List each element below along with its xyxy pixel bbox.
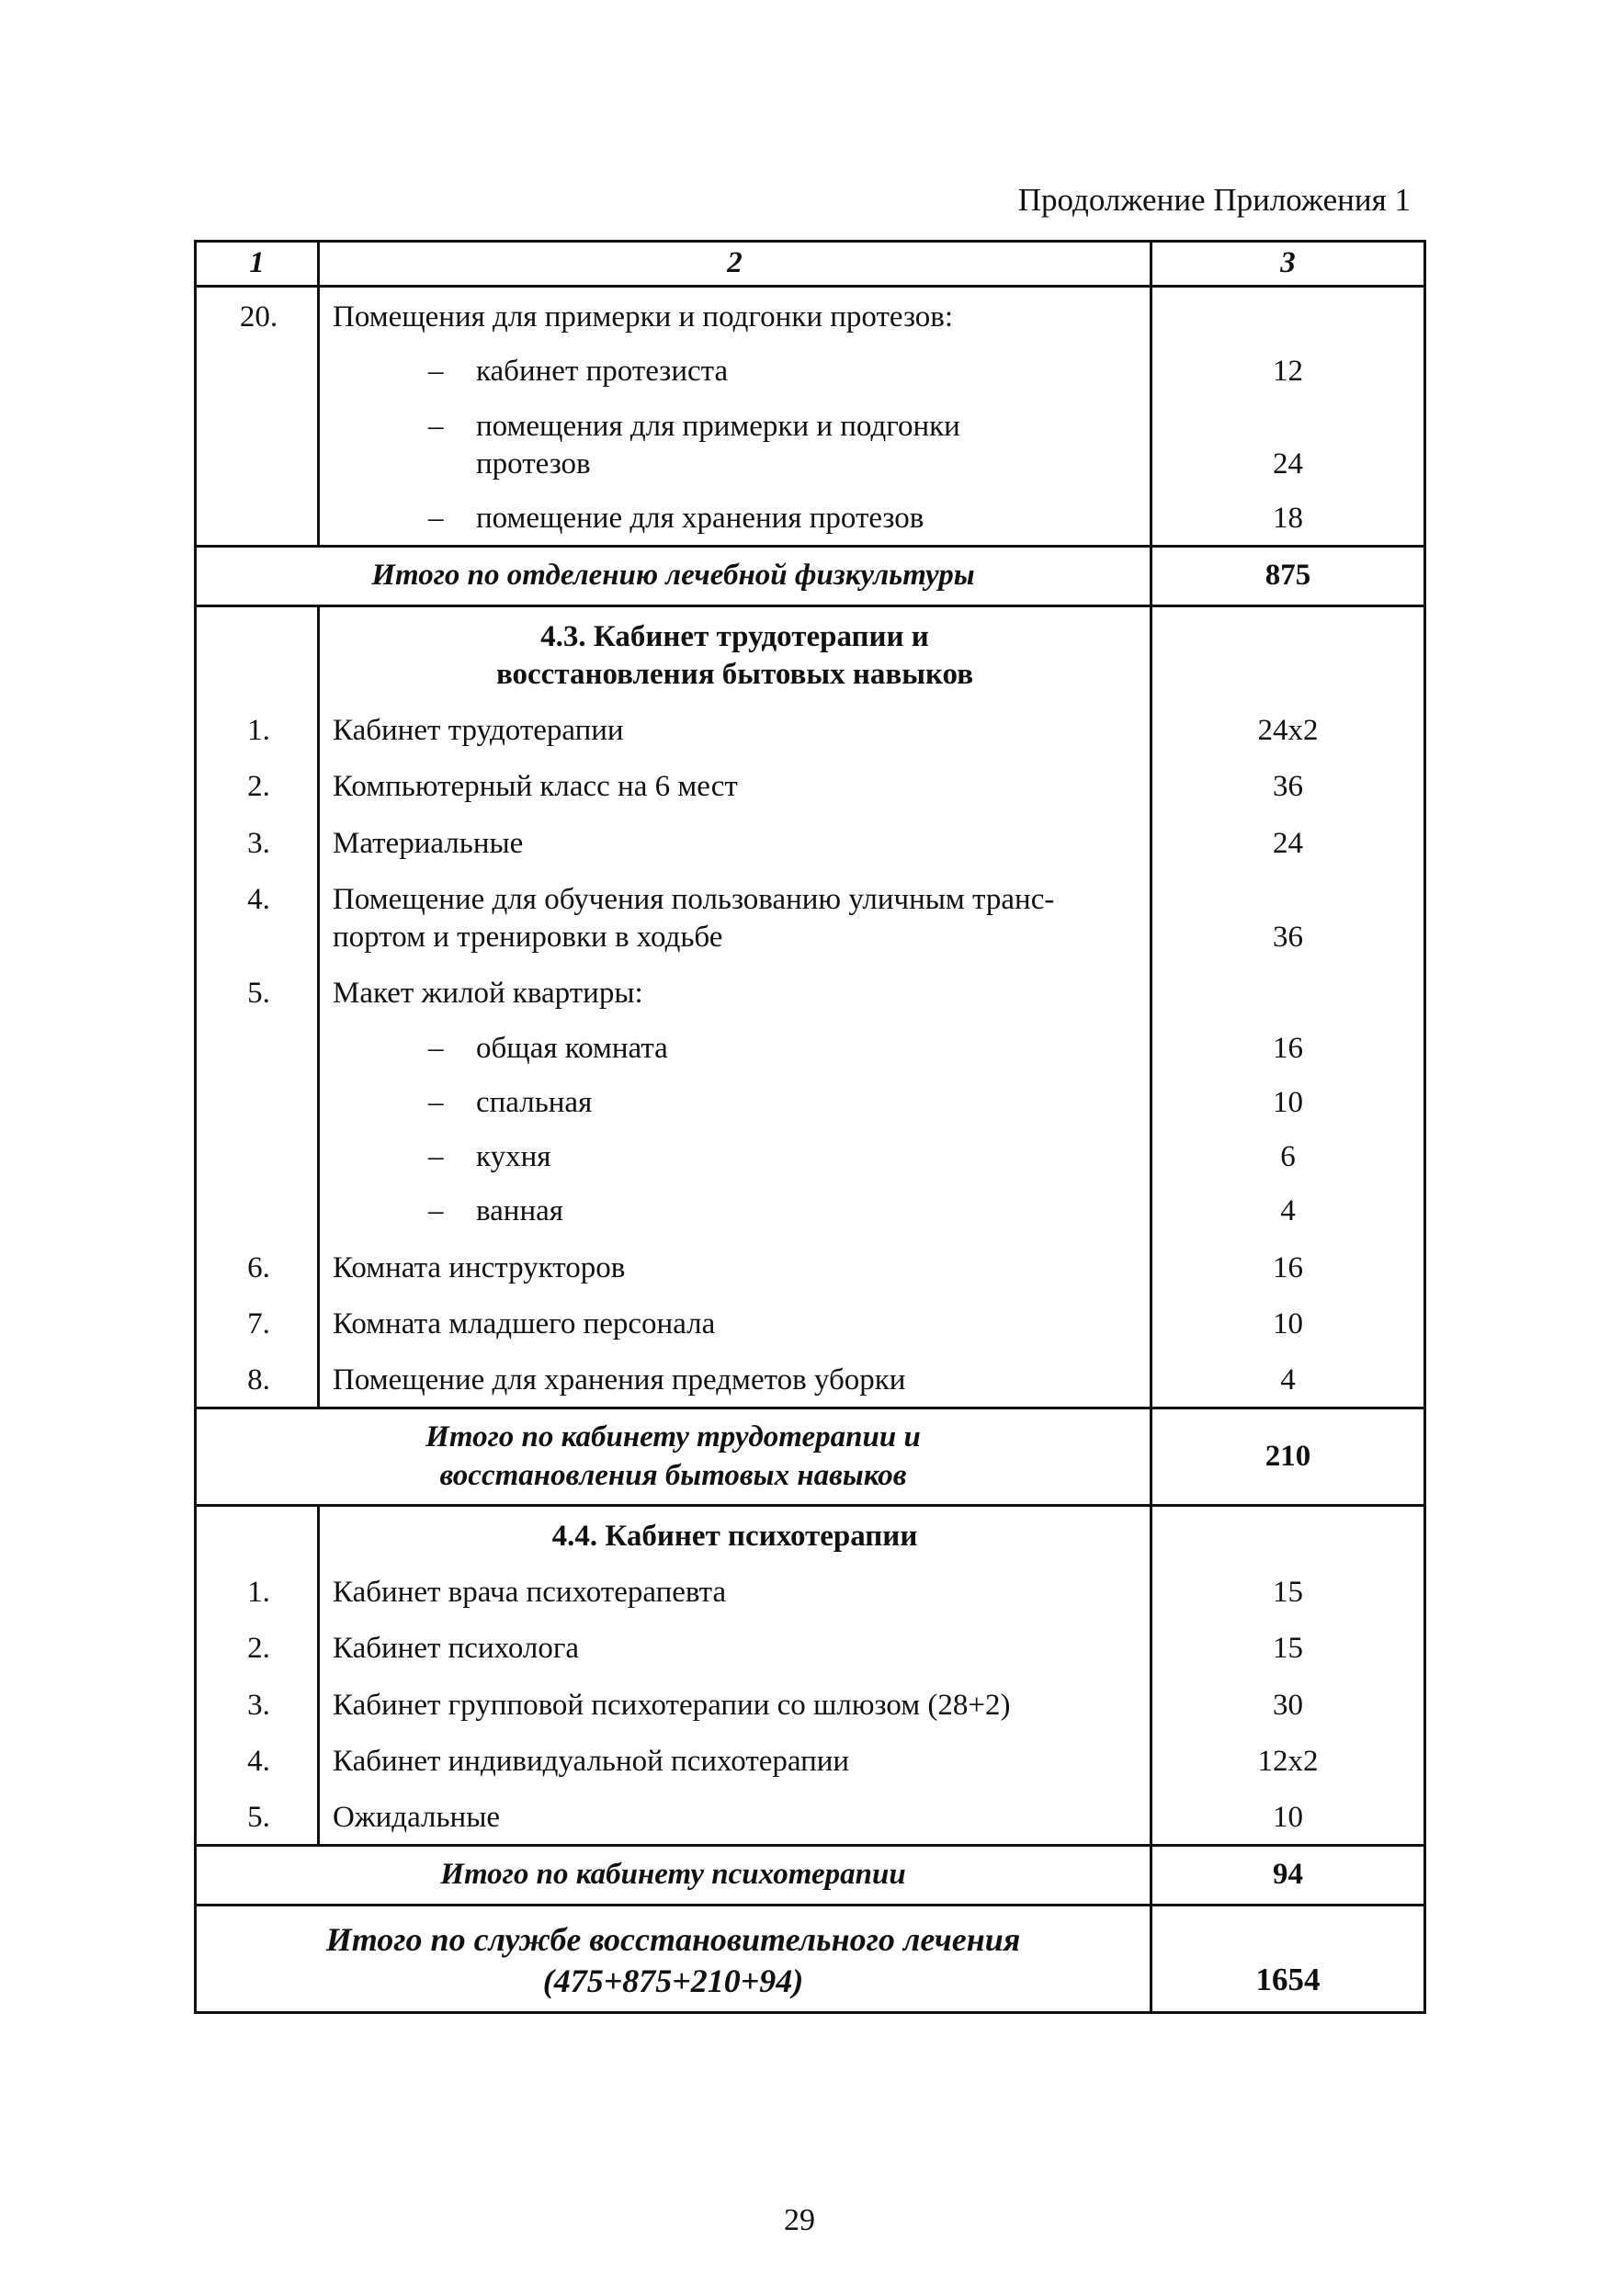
row-value: 15 xyxy=(1273,1632,1303,1666)
table-row xyxy=(196,964,1425,1020)
row-value: 18 xyxy=(1273,502,1303,535)
row-name: Кабинет групповой психотерапии со шлюзом (28+2) xyxy=(333,1688,1011,1722)
table-row xyxy=(196,1676,1425,1732)
row-name: спальная xyxy=(476,1085,593,1119)
row-name: ванная xyxy=(476,1194,563,1228)
table-row xyxy=(196,1183,1425,1238)
table-row xyxy=(196,287,1425,345)
section-heading-row xyxy=(196,1505,1425,1563)
row-name: Комната младшего персонала xyxy=(333,1306,716,1340)
row-value: 24 xyxy=(1273,447,1303,481)
page-number: 29 xyxy=(784,2203,815,2237)
row-number: 1. xyxy=(247,1576,270,1609)
row-value: 4 xyxy=(1280,1194,1296,1228)
row-value xyxy=(1151,287,1425,345)
grand-total-label: Итого по службе восстановительного лечения (475+875+210+94) xyxy=(196,1905,1151,2012)
row-number: 4. xyxy=(247,882,270,916)
rooms-area-table xyxy=(194,240,1426,2014)
subtotal-row-psychotherapy xyxy=(196,1846,1425,1905)
row-name: Кабинет трудотерапии xyxy=(333,714,624,747)
table-row xyxy=(196,701,1425,757)
row-name: помещения для примерки и подгонки протезов xyxy=(476,409,960,481)
row-number: 5. xyxy=(247,1801,270,1834)
row-number: 2. xyxy=(247,1632,270,1666)
row-name: Помещение для хранения предметов уборки xyxy=(333,1363,906,1397)
table-row xyxy=(196,1021,1425,1075)
dash-marker: – xyxy=(428,409,444,443)
row-name: Кабинет врача психотерапевта xyxy=(333,1576,727,1609)
grand-total-row xyxy=(196,1905,1425,2012)
subtotal-label: Итого по кабинету психотерапии xyxy=(196,1846,1151,1905)
row-value: 30 xyxy=(1273,1688,1303,1722)
row-value: 16 xyxy=(1273,1250,1303,1284)
table-row xyxy=(196,1129,1425,1183)
table-row xyxy=(196,1788,1425,1846)
row-value: 10 xyxy=(1273,1306,1303,1340)
subtotal-label: Итого по отделению лечебной физкультуры xyxy=(196,547,1151,605)
row-number: 6. xyxy=(247,1250,270,1284)
dash-marker: – xyxy=(428,1085,444,1119)
subtotal-row-physiotherapy xyxy=(196,547,1425,605)
row-value: 6 xyxy=(1280,1140,1296,1173)
row-value: 4 xyxy=(1280,1363,1296,1397)
table-row xyxy=(196,1563,1425,1619)
row-name: Комната инструкторов xyxy=(333,1250,626,1284)
row-number: 4. xyxy=(247,1744,270,1778)
row-number: 1. xyxy=(247,714,270,747)
table-row xyxy=(196,870,1425,965)
row-name: Ожидальные xyxy=(333,1801,501,1834)
row-name: кухня xyxy=(476,1140,551,1173)
row-name: общая комната xyxy=(476,1031,668,1065)
table-row xyxy=(196,1351,1425,1408)
dash-marker: – xyxy=(428,502,444,535)
row-value: 12 xyxy=(1273,355,1303,389)
row-value: 10 xyxy=(1273,1801,1303,1834)
subtotal-label: Итого по кабинету трудотерапии и восстановления бытовых навыков xyxy=(196,1408,1151,1506)
row-name: Кабинет индивидуальной психотерапии xyxy=(333,1744,850,1778)
row-name: Материальные xyxy=(333,826,524,860)
column-header-3: 3 xyxy=(1151,242,1425,287)
subtotal-value: 94 xyxy=(1151,1846,1425,1905)
row-value: 36 xyxy=(1273,921,1303,954)
row-name: Помещение для обучения пользованию уличным транс- портом и тренировки в ходьбе xyxy=(333,882,1055,954)
row-name: кабинет протезиста xyxy=(476,355,729,389)
dash-marker: – xyxy=(428,1031,444,1065)
row-number: 3. xyxy=(247,826,270,860)
table-row xyxy=(196,757,1425,813)
column-header-row xyxy=(196,242,1425,287)
column-header-1: 1 xyxy=(196,242,319,287)
subtotal-value: 875 xyxy=(1151,547,1425,605)
row-number: 5. xyxy=(247,977,270,1011)
table-row xyxy=(196,1619,1425,1675)
row-number: 20. xyxy=(196,287,319,345)
row-name: Кабинет психолога xyxy=(333,1632,580,1666)
dash-marker: – xyxy=(428,1194,444,1228)
table-row xyxy=(196,1238,1425,1295)
subtotal-row-occupational-therapy xyxy=(196,1408,1425,1506)
table-caption: Продолжение Приложения 1 xyxy=(1017,182,1411,218)
row-name: Помещения для примерки и подгонки протезов: xyxy=(319,287,1151,345)
row-value: 15 xyxy=(1273,1576,1303,1609)
row-number: 8. xyxy=(247,1363,270,1397)
row-name: Компьютерный класс на 6 мест xyxy=(333,770,738,804)
row-value: 16 xyxy=(1273,1031,1303,1065)
row-name: помещение для хранения протезов xyxy=(476,502,924,535)
table-row xyxy=(196,1075,1425,1129)
section-title: 4.3. Кабинет трудотерапии и восстановления бытовых навыков xyxy=(495,619,974,691)
table-row xyxy=(196,1732,1425,1788)
row-name: Макет жилой квартиры: xyxy=(333,977,643,1011)
row-value: 10 xyxy=(1273,1085,1303,1119)
section-title: 4.4. Кабинет психотерапии xyxy=(551,1519,918,1553)
row-value: 12x2 xyxy=(1257,1744,1319,1778)
row-number: 2. xyxy=(247,770,270,804)
row-number: 3. xyxy=(247,1688,270,1722)
table-row xyxy=(196,1295,1425,1351)
column-header-2: 2 xyxy=(319,242,1151,287)
table-row xyxy=(196,344,1425,398)
table-row xyxy=(196,814,1425,870)
row-value: 24 xyxy=(1273,826,1303,860)
table-row xyxy=(196,491,1425,547)
dash-marker: – xyxy=(428,1140,444,1173)
dash-marker: – xyxy=(428,355,444,389)
row-value: 24x2 xyxy=(1257,714,1319,747)
subtotal-value: 210 xyxy=(1151,1408,1425,1506)
grand-total-value: 1654 xyxy=(1151,1905,1425,2012)
section-heading-row xyxy=(196,605,1425,701)
row-value: 36 xyxy=(1273,770,1303,804)
row-number: 7. xyxy=(247,1306,270,1340)
table-row xyxy=(196,399,1425,492)
